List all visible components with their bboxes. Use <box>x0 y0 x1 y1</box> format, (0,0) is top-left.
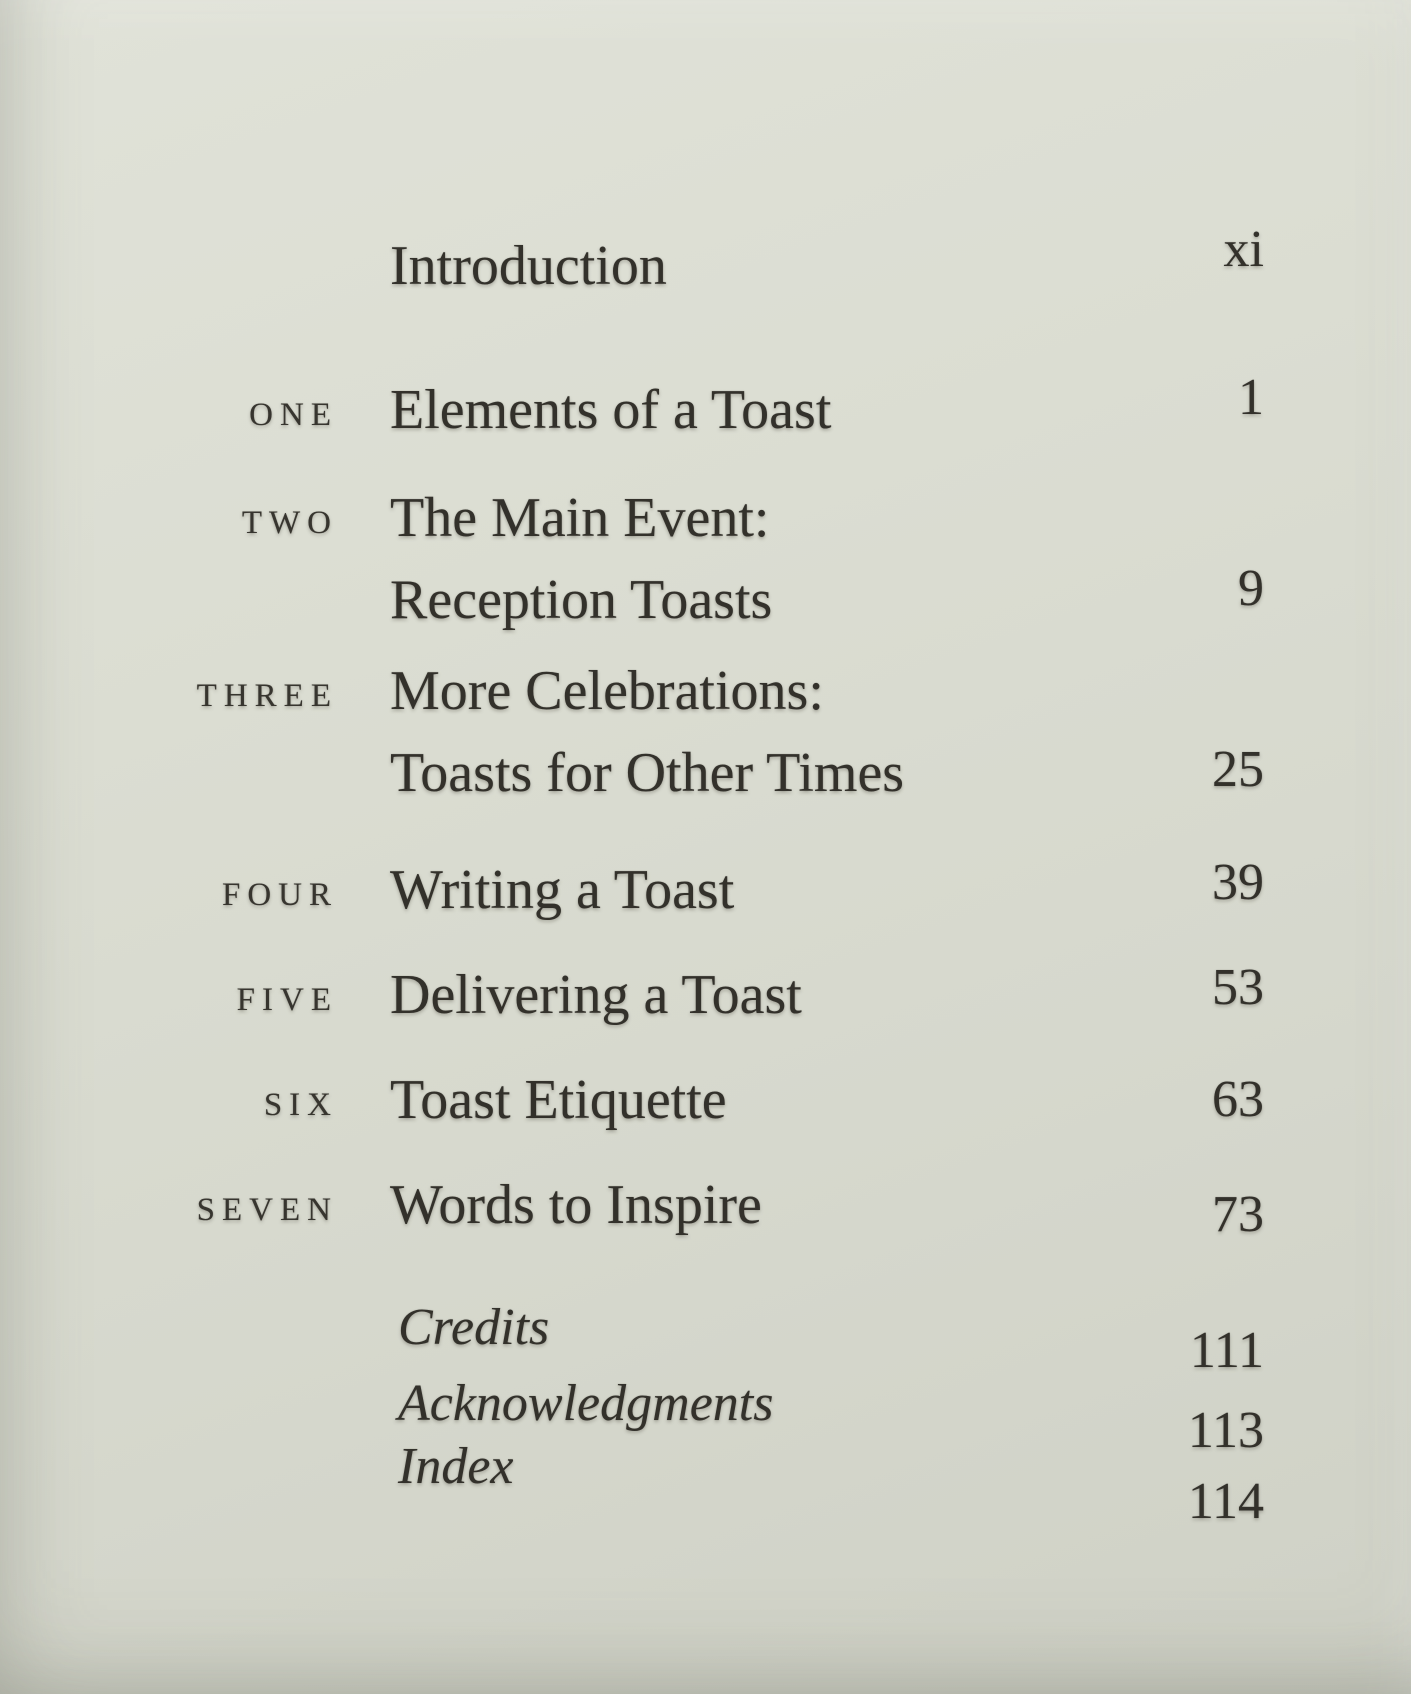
toc-entry-index <box>0 1437 1411 1530</box>
toc-entry-introduction <box>0 221 1411 297</box>
entry-page-number: 73 <box>1212 1186 1264 1243</box>
back-matter-title: Index <box>398 1438 514 1495</box>
toc-entry-chapter-five <box>0 959 1411 1026</box>
chapter-number-label: FIVE <box>236 982 338 1018</box>
chapter-number-label: TWO <box>241 505 338 541</box>
entry-title-line-2: Reception Toasts <box>390 569 773 631</box>
toc-entry-chapter-four <box>0 854 1411 921</box>
entry-title: Elements of a Toast <box>390 379 832 441</box>
back-matter-title: Credits <box>398 1299 550 1356</box>
entry-title-line-1: More Celebrations: <box>390 660 824 722</box>
toc-entry-chapter-one <box>0 369 1411 441</box>
entry-page-number: 113 <box>1187 1402 1264 1459</box>
entry-page-number: 9 <box>1238 560 1264 617</box>
chapter-number-label: THREE <box>196 678 338 714</box>
back-matter-title: Acknowledgments <box>398 1375 774 1432</box>
entry-title: Writing a Toast <box>390 859 735 921</box>
toc-entry-acknowledgments <box>0 1374 1411 1459</box>
entry-title: Toast Etiquette <box>390 1069 727 1131</box>
toc-entry-chapter-six <box>0 1070 1411 1130</box>
entry-title-line-1: The Main Event: <box>390 487 770 549</box>
entry-page-number: 111 <box>1189 1322 1264 1379</box>
entry-title: Delivering a Toast <box>390 964 802 1026</box>
entry-page-number: 25 <box>1212 741 1264 798</box>
toc-entry-chapter-seven <box>0 1174 1411 1243</box>
chapter-number-label: SEVEN <box>196 1192 338 1228</box>
toc-entry-credits <box>0 1298 1411 1379</box>
chapter-number-label: SIX <box>263 1087 338 1123</box>
entry-page-number: 1 <box>1238 369 1264 426</box>
entry-page-number: 53 <box>1212 959 1264 1016</box>
entry-title: Words to Inspire <box>390 1174 762 1236</box>
entry-page-number: 39 <box>1212 854 1264 911</box>
entry-title: Introduction <box>390 235 667 297</box>
toc-entry-chapter-two <box>0 487 1411 631</box>
chapter-number-label: ONE <box>249 397 338 433</box>
entry-title-line-2: Toasts for Other Times <box>390 742 905 804</box>
chapter-number-label: FOUR <box>221 877 338 913</box>
entry-page-number: 114 <box>1187 1473 1264 1530</box>
entry-page-number: xi <box>1223 221 1264 278</box>
entry-page-number: 63 <box>1212 1071 1264 1128</box>
toc-entry-chapter-three <box>0 660 1411 804</box>
